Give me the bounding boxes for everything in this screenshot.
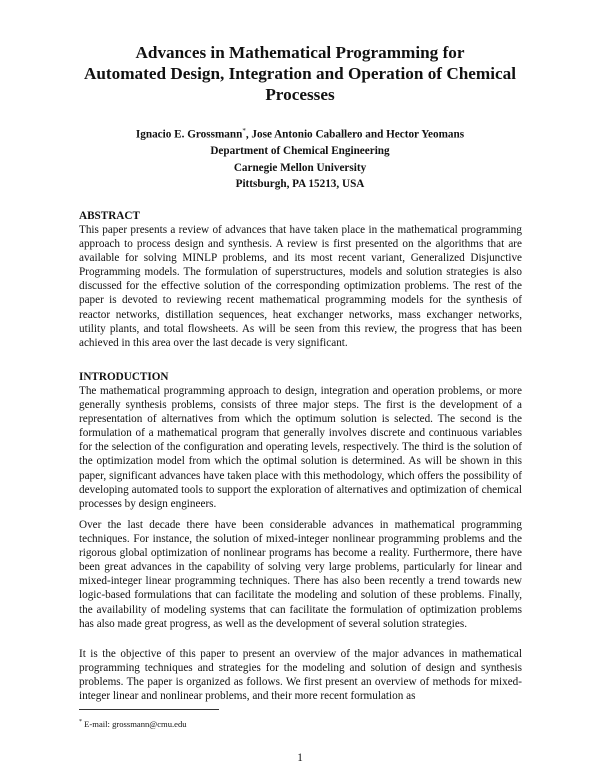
abstract-text: This paper presents a review of advances that have taken place in the mathematical programming approach to process design and synthesis. A review is first presented on the algorithms that are available for solving MINLP problems, and its most recent variant, Generalized Disjunctive Programming models. The formulation of superstructures, models and solution strategies is also discussed for the effective solution of the corresponding optimization problems. The rest of the paper is devoted to reviewing recent mathematical programming models for the synthesis of reactor networks, distillation sequences, heat exchanger networks, mass exchanger networks, utility plants, and total flowsheets. As will be seen from this review, the progress that has been achieved in this area over the last decade is very significant.: [79, 224, 522, 349]
affiliation-university: Carnegie Mellon University: [233, 161, 367, 174]
introduction-paragraph-3-block: [79, 647, 522, 703]
introduction-heading: INTRODUCTION: [79, 371, 169, 383]
introduction-paragraph-3: It is the objective of this paper to present an overview of the major advances in mathematical programming techniques and strategies for the modeling and solution of design and synthesis problems. The paper is organized as follows. We first present an overview of methods for mixed-integer linear and nonlinear problems, and their more recent formulation as: [79, 648, 522, 703]
footnote-divider: [79, 709, 219, 710]
footnote-marker: *: [242, 127, 246, 135]
co-authors: , Jose Antonio Caballero and Hector Yeomans: [245, 128, 465, 141]
author-list: [60, 123, 540, 143]
author-name: Ignacio E. Grossmann: [135, 128, 243, 141]
author-block: [60, 123, 540, 193]
affiliation-city: Pittsburgh, PA 15213, USA: [235, 178, 365, 191]
introduction-paragraph-2-block: [79, 518, 522, 631]
footnote-marker: *: [79, 719, 82, 725]
abstract-section: [79, 209, 522, 350]
abstract-heading: ABSTRACT: [79, 210, 140, 222]
introduction-paragraph-1: The mathematical programming approach to design, integration and operation problems, or more generally synthesis problems, consists of three major steps. The first is the development of a representation of alternatives from which the optimum solution is selected. The second is the formulation of a mathematical program that generally involves discrete and continuous variables for the selection of the configuration and operating levels, respectively. The third is the solution of the optimization model from which the optimal solution is determined. As will be shown in this paper, significant advances have taken place with this methodology, which offers the possibility of developing automated tools to support the exploration of alternatives and optimization of chemical processes by design engineers.: [79, 385, 522, 510]
paper-title: [60, 42, 540, 105]
footnote: [79, 717, 187, 730]
title-line: Automated Design, Integration and Operation of Chemical: [83, 64, 517, 83]
title-line: Processes: [265, 85, 335, 104]
footnote-email: E-mail: grossmann@cmu.edu: [82, 718, 187, 729]
page-number: 1: [297, 752, 303, 764]
introduction-paragraph-2: Over the last decade there have been considerable advances in mathematical programming techniques. For instance, the solution of mixed-integer nonlinear programming problems and the rigorous global optimization of nonlinear programs has become a reality. Furthermore, there have been great advances in the capability of solving very large problems, particularly for linear and mixed-integer linear programming techniques. There has also been recently a trend towards new logic-based formulations that can facilitate the modeling and solution of these problems. Finally, the availability of modeling systems that can facilitate the formulation of optimization problems has also made great progress, as well as the development of several solution strategies.: [79, 519, 522, 630]
affiliation-department: Department of Chemical Engineering: [210, 145, 390, 158]
title-line: Advances in Mathematical Programming for: [135, 43, 465, 62]
introduction-section: [79, 370, 522, 511]
